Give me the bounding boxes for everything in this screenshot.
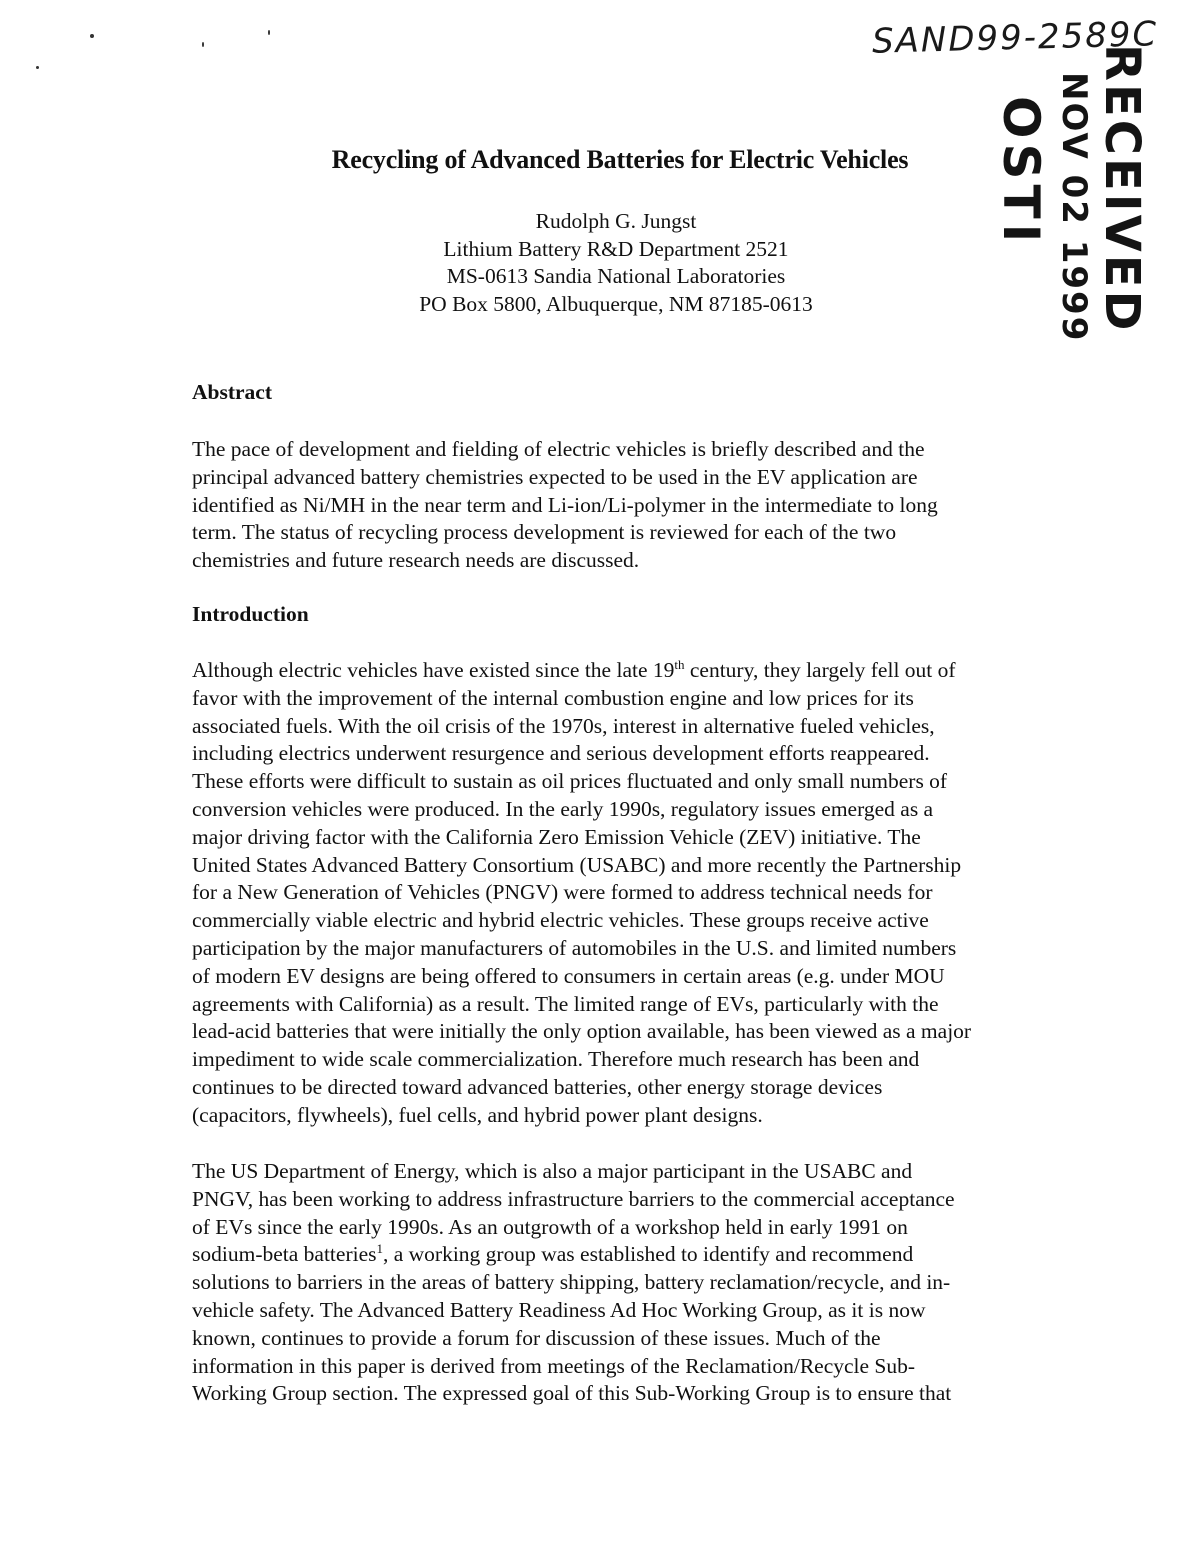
abstract-paragraph bbox=[192, 436, 938, 575]
text-line: information in this paper is derived from meetings of the Reclamation/Recycle Sub- bbox=[192, 1353, 916, 1378]
reference-marker: 1 bbox=[376, 1241, 383, 1257]
text-fragment: century, they largely fell out of bbox=[684, 658, 956, 682]
scan-speck bbox=[36, 66, 39, 69]
abstract-heading: Abstract bbox=[192, 380, 273, 404]
text-line: These efforts were difficult to sustain as oil prices fluctuated and only small numbers of bbox=[192, 769, 948, 794]
text-line: known, continues to provide a forum for discussion of these issues. Much of the bbox=[192, 1325, 881, 1350]
superscript-ordinal: th bbox=[674, 657, 685, 672]
author-address: PO Box 5800, Albuquerque, NM 87185-0613 bbox=[419, 291, 813, 316]
text-line: of modern EV designs are being offered to consumers in certain areas (e.g. under MOU bbox=[192, 963, 945, 988]
text-line: for a New Generation of Vehicles (PNGV) were formed to address technical needs for bbox=[192, 880, 933, 905]
text-fragment: sodium-beta batteries bbox=[192, 1242, 377, 1267]
text-line: (capacitors, flywheels), fuel cells, and hybrid power plant designs. bbox=[192, 1102, 763, 1127]
author-department: Lithium Battery R&D Department 2521 bbox=[443, 236, 789, 261]
text-line: Working Group section. The expressed goal of this Sub-Working Group is to ensure that bbox=[192, 1381, 952, 1406]
text-line: continues to be directed toward advanced batteries, other energy storage devices bbox=[192, 1074, 883, 1099]
text-fragment: , a working group was established to identify and recommend bbox=[382, 1242, 914, 1267]
scan-speck bbox=[202, 42, 204, 47]
text-line: favor with the improvement of the internal combustion engine and low prices for its bbox=[192, 685, 914, 710]
introduction-paragraph-2 bbox=[192, 1158, 955, 1408]
text-line: identified as Ni/MH in the near term and Li-ion/Li-polymer in the intermediate to long bbox=[192, 492, 938, 517]
text-line: lead-acid batteries that were initially the only option available, has been viewed as a major bbox=[192, 1019, 972, 1044]
text-line: agreements with California) as a result. The limited range of EVs, particularly with the bbox=[192, 991, 939, 1016]
text-line: commercially viable electric and hybrid electric vehicles. These groups receive active bbox=[192, 908, 929, 933]
text-line: conversion vehicles were produced. In the early 1990s, regulatory issues emerged as a bbox=[192, 796, 934, 821]
stamp-date-text: NOV 02 1999 bbox=[1054, 72, 1094, 343]
text-line: solutions to barriers in the areas of battery shipping, battery reclamation/recycle, and in- bbox=[192, 1270, 951, 1295]
text-line bbox=[192, 1241, 955, 1269]
author-organization: MS-0613 Sandia National Laboratories bbox=[446, 264, 786, 288]
text-line: associated fuels. With the oil crisis of the 1970s, interest in alternative fueled vehicles, bbox=[192, 713, 935, 738]
author-block bbox=[0, 208, 1200, 318]
text-line: of EVs since the early 1990s. As an outgrowth of a workshop held in early 1991 on bbox=[192, 1214, 908, 1239]
text-line: chemistries and future research needs are discussed. bbox=[192, 548, 640, 573]
text-line: term. The status of recycling process development is reviewed for each of the two bbox=[192, 520, 897, 545]
author-name: Rudolph G. Jungst bbox=[535, 209, 697, 233]
text-line: United States Advanced Battery Consortium (USABC) and more recently the Partnership bbox=[192, 852, 962, 877]
text-line: The US Department of Energy, which is also a major participant in the USABC and bbox=[192, 1159, 913, 1183]
text-line bbox=[192, 657, 971, 685]
text-line: vehicle safety. The Advanced Battery Readiness Ad Hoc Working Group, as it is now bbox=[192, 1297, 926, 1322]
introduction-paragraph-1 bbox=[192, 657, 971, 1130]
text-line: major driving factor with the California Zero Emission Vehicle (ZEV) initiative. The bbox=[192, 824, 921, 849]
scan-speck bbox=[268, 30, 270, 35]
text-line: impediment to wide scale commercialization. Therefore much research has been and bbox=[192, 1047, 920, 1072]
text-line: PNGV, has been working to address infrastructure barriers to the commercial acceptance bbox=[192, 1186, 955, 1211]
text-line: principal advanced battery chemistries expected to be used in the EV application are bbox=[192, 464, 918, 489]
paper-title: Recycling of Advanced Batteries for Electric Vehicles bbox=[331, 145, 909, 174]
handwritten-report-number: SAND99-2589C bbox=[871, 14, 1159, 62]
text-fragment: Although electric vehicles have existed since the late 19 bbox=[192, 658, 675, 682]
text-line: The pace of development and fielding of electric vehicles is briefly described and the bbox=[192, 437, 925, 461]
text-line: participation by the major manufacturers of automobiles in the U.S. and limited numbers bbox=[192, 935, 957, 960]
stamp-osti-text: OSTI bbox=[992, 96, 1050, 248]
scan-speck bbox=[90, 34, 94, 38]
stamp-received-text: RECEIVED bbox=[1094, 44, 1150, 334]
introduction-heading: Introduction bbox=[192, 602, 309, 626]
text-line: including electrics underwent resurgence and serious development efforts reappeared. bbox=[192, 741, 930, 766]
